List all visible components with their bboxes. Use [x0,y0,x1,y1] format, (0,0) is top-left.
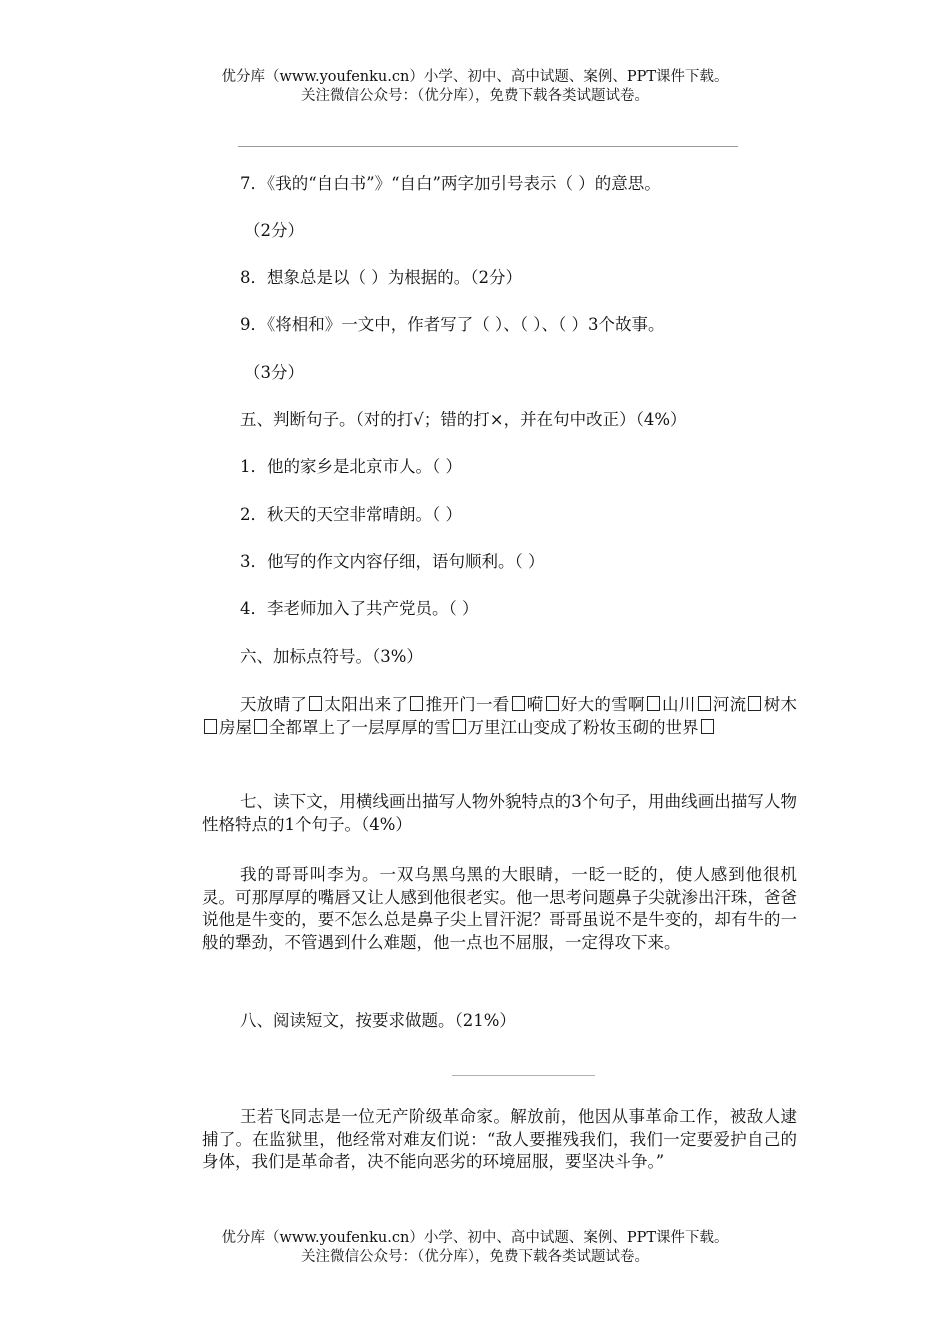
section-7-title: 七、读下文，用横线画出描写人物外貌特点的3个句子，用曲线画出描写人物性格特点的1个句子。（4%） [202,792,797,834]
punctuation-blank-box [254,719,267,734]
punctuation-passage [202,694,797,739]
punct-segment: 河流 [712,695,747,714]
punctuation-blank-box [410,696,423,711]
judge-item-2: 2．秋天的天空非常晴朗。（ ） [240,505,462,524]
footer-line-2: 关注微信公众号：（优分库），免费下载各类试题试卷。 [301,1249,649,1265]
punctuation-blank-box [512,696,525,711]
punct-segment: 山川 [661,695,696,714]
punctuation-blank-box [701,719,714,734]
judge-item-3: 3．他写的作文内容仔细，语句顺利。（ ） [240,552,545,571]
section-8-passage: 王若飞同志是一位无产阶级革命家。解放前，他因从事革命工作，被敌人逮捕了。在监狱里，他经常对难友们说：“敌人要摧残我们，我们一定要爱护自己的身体，我们是革命者，决不能向恶劣的环境屈服，要坚决斗争。” [202,1107,797,1172]
punct-segment: 推开门一看 [425,695,510,714]
judge-item-1: 1．他的家乡是北京市人。（ ） [240,457,462,476]
punctuation-blank-box [204,719,217,734]
question-9: 9．《将相和》一文中，作者写了（ ）、（ ）、（ ）3个故事。 [240,315,665,334]
section-5-title: 五、判断句子。（对的打√；错的打×，并在句中改正）（4%） [240,410,687,429]
section-8-title: 八、阅读短文，按要求做题。（21%） [240,1011,516,1030]
punct-segment: 树木 [763,695,797,714]
header-line-1: 优分库（www.youfenku.cn）小学、初中、高中试题、案例、PPT课件下载。 [221,69,729,85]
page-footer [0,1229,950,1267]
question-7: 7．《我的“自白书”》“自白”两字加引号表示（ ）的意思。 [240,174,661,193]
punct-segment: 太阳出来了 [324,695,409,714]
question-7-score: （2分） [244,221,304,240]
punctuation-blank-box [453,719,466,734]
punctuation-blank-box [546,696,559,711]
punct-segment: 房屋 [219,717,252,737]
header-line-2: 关注微信公众号：（优分库），免费下载各类试题试卷。 [301,88,649,104]
punct-segment: 好大的雪啊 [560,695,645,714]
punctuation-blank-box [309,696,322,711]
question-8: 8．想象总是以（ ）为根据的。（2分） [240,268,522,287]
punct-segment: 全都罩上了一层厚厚的雪 [269,717,451,737]
punctuation-blank-box [647,696,660,711]
judge-item-4: 4．李老师加入了共产党员。（ ） [240,599,479,618]
page-break-divider [452,1075,595,1076]
punct-segment: 天放晴了 [240,695,308,714]
punctuation-blank-box [698,696,711,711]
footer-line-1: 优分库（www.youfenku.cn）小学、初中、高中试题、案例、PPT课件下载。 [221,1230,729,1246]
page-header [0,68,950,106]
punct-segment: 万里江山变成了粉妆玉砌的世界 [467,717,699,737]
question-9-score: （3分） [244,363,304,382]
section-6-title: 六、加标点符号。（3%） [240,647,423,666]
section-7-passage: 我的哥哥叫李为。一双乌黑乌黑的大眼睛，一眨一眨的，使人感到他很机灵。可那厚厚的嘴唇又让人感到他很老实。他一思考问题鼻子尖就渗出汗珠，爸爸说他是牛变的，要不怎么总是鼻子尖上冒汗泥？哥哥虽说不是牛变的，却有牛的一般的犟劲，不管遇到什么难题，他一点也不屈服，一定得攻下来。 [202,865,797,952]
punct-segment: 嗬 [526,695,544,714]
punctuation-blank-box [748,696,761,711]
header-divider [238,146,738,147]
